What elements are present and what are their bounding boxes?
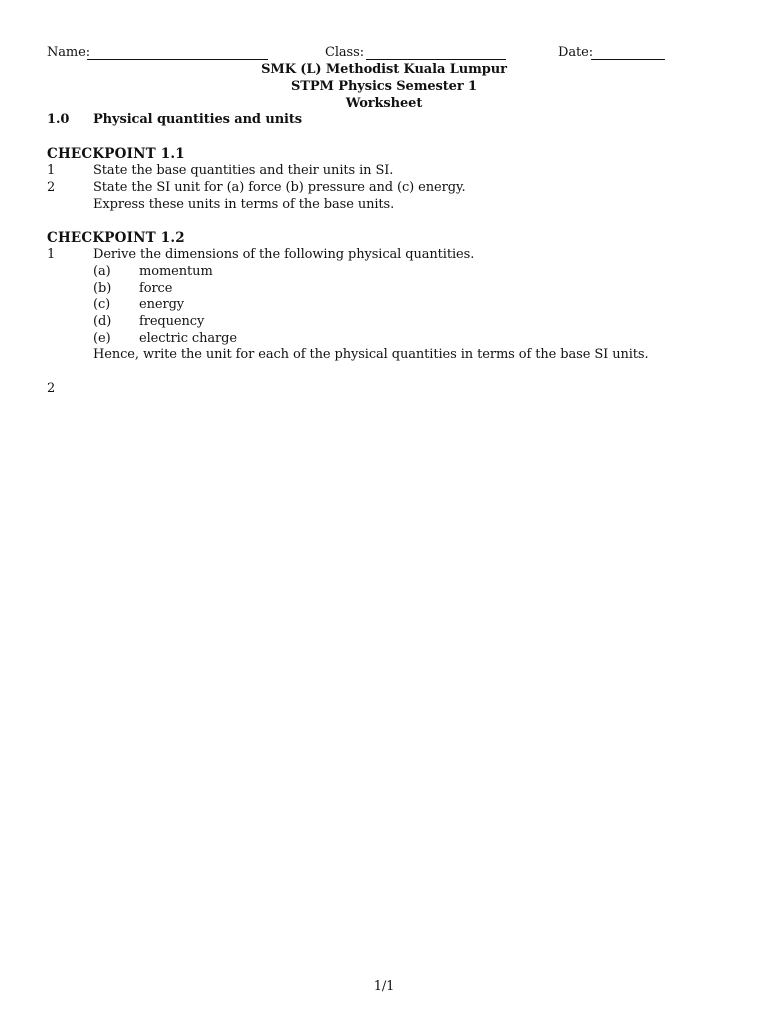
course-title: STPM Physics Semester 1 — [291, 79, 477, 94]
subitem-text: energy — [139, 297, 185, 312]
question-text: Derive the dimensions of the following physical quantities. — [93, 247, 475, 262]
subitem-label: (e) — [93, 331, 111, 346]
question-text: State the SI unit for (a) force (b) pressure and (c) energy. — [93, 180, 466, 195]
question-number: 2 — [47, 381, 56, 396]
page-number: 1/1 — [373, 979, 395, 994]
question-number: 1 — [47, 163, 56, 178]
date-label: Date: — [558, 45, 593, 60]
subitem-label: (b) — [93, 281, 112, 296]
subitem-text: force — [139, 281, 173, 296]
checkpoint-1-1-heading: CHECKPOINT 1.1 — [47, 146, 185, 162]
subitem-text: electric charge — [139, 331, 237, 346]
class-label: Class: — [325, 45, 364, 60]
subitem-label: (c) — [93, 297, 111, 312]
document-type-title: Worksheet — [345, 96, 423, 111]
name-label: Name: — [47, 45, 91, 60]
subitem-label: (d) — [93, 314, 112, 329]
question-number: 1 — [47, 247, 56, 262]
checkpoint-1-2-heading: CHECKPOINT 1.2 — [47, 230, 185, 246]
question-conclusion: Hence, write the unit for each of the physical quantities in terms of the base SI units. — [93, 347, 649, 362]
date-field-line — [591, 59, 665, 60]
school-title: SMK (L) Methodist Kuala Lumpur — [261, 62, 507, 77]
question-continuation: Express these units in terms of the base units. — [93, 197, 395, 212]
section-number: 1.0 — [47, 112, 70, 127]
subitem-text: momentum — [139, 264, 213, 279]
name-field-line — [87, 59, 268, 60]
question-text: State the base quantities and their units in SI. — [93, 163, 394, 178]
class-field-line — [366, 59, 506, 60]
section-title: Physical quantities and units — [93, 112, 303, 127]
subitem-text: frequency — [139, 314, 205, 329]
question-number: 2 — [47, 180, 56, 195]
subitem-label: (a) — [93, 264, 111, 279]
